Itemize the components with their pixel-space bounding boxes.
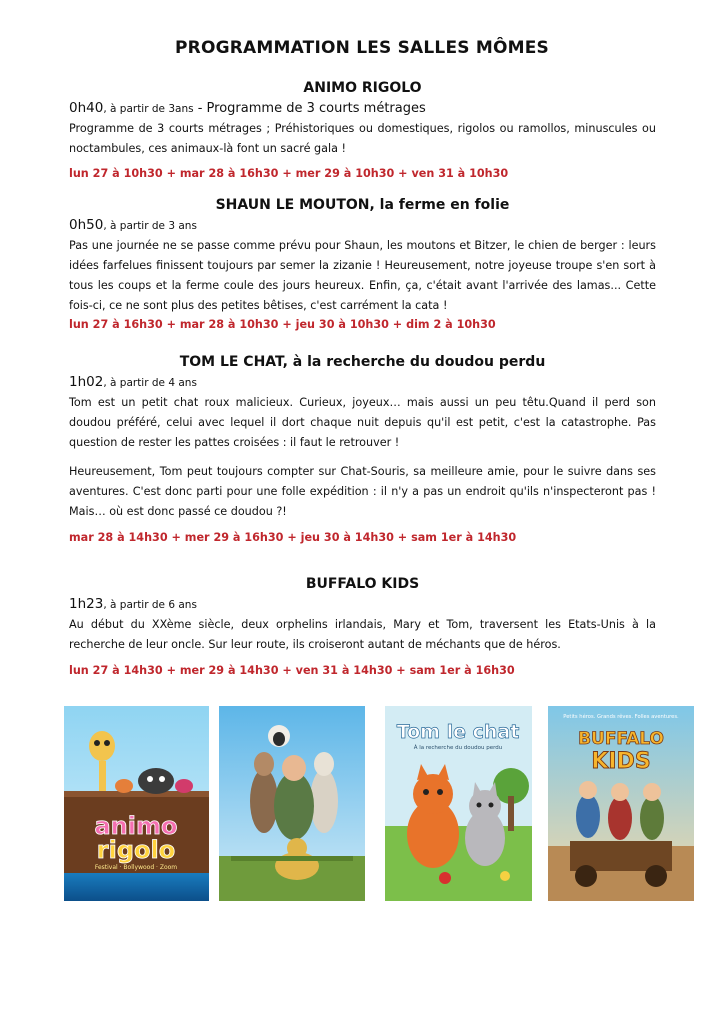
film-tom-le-chat	[69, 354, 656, 544]
film-schedule: lun 27 à 10h30 + mar 28 à 16h30 + mer 29 à 10h30 + ven 31 à 10h30	[69, 167, 509, 180]
film-title: TOM LE CHAT, à la recherche du doudou perdu	[179, 354, 546, 370]
film-synopsis: Tom est un petit chat roux malicieux. Curieux, joyeux… mais aussi un peu têtu.Quand il perd son doudou préféré, celui avec lequel il dort chaque nuit depuis qu'il est petit, c'est la catastrophe. Pas question de rester les pattes croisées : il faut le retrouver !	[69, 396, 656, 449]
poster-buffalo-tagline: Petits héros. Grands rêves. Folles aventures.	[563, 714, 679, 720]
film-title: ANIMO RIGOLO	[303, 80, 422, 96]
film-animo-rigolo	[69, 80, 656, 180]
poster-animo-rigolo	[64, 706, 209, 901]
poster-tom-le-chat	[385, 706, 532, 901]
film-schedule: lun 27 à 14h30 + mer 29 à 14h30 + ven 31 à 14h30 + sam 1er à 16h30	[69, 664, 515, 677]
poster-animo-subtitle: Festival · Bollywood · Zoom	[94, 864, 178, 871]
film-duration: 0h50	[69, 217, 104, 233]
poster-animo-rigolo-art	[64, 706, 209, 901]
poster-tom-title: Tom le chat	[396, 721, 520, 743]
film-duration: 1h02	[69, 374, 104, 390]
film-age: , à partir de 3ans	[103, 103, 194, 115]
film-meta	[69, 596, 656, 612]
poster-buffalo-title: BUFFALO	[578, 729, 664, 749]
poster-tom-subtitle: À la recherche du doudou perdu	[413, 745, 503, 751]
film-extra: - Programme de 3 courts métrages	[193, 101, 426, 116]
film-synopsis: Programme de 3 courts métrages ; Préhistoriques ou domestiques, rigolos ou ramollos, minuscules ou noctambules, ces animaux-là font un sacré gala !	[69, 122, 656, 155]
poster-shaun-grass	[231, 856, 353, 861]
page-title: PROGRAMMATION LES SALLES MÔMES	[175, 38, 549, 58]
poster-shaun-art	[219, 706, 365, 901]
film-age: , à partir de 4 ans	[103, 377, 197, 389]
poster-buffalo-kids	[548, 706, 694, 901]
poster-shaun	[219, 706, 365, 901]
film-meta	[69, 217, 656, 233]
film-age: , à partir de 3 ans	[103, 220, 197, 232]
film-synopsis: Au début du XXème siècle, deux orphelins irlandais, Mary et Tom, traversent les Etats-Unis à la recherche de leur oncle. Sur leur route, ils croiseront autant de méchants que de héros.	[69, 618, 656, 651]
poster-animo-word: animo	[94, 812, 178, 840]
film-schedule: lun 27 à 16h30 + mar 28 à 10h30 + jeu 30 à 10h30 + dim 2 à 10h30	[69, 318, 496, 331]
poster-rigolo-word: rigolo	[96, 836, 176, 864]
film-age: , à partir de 6 ans	[103, 599, 197, 611]
poster-strip	[64, 706, 694, 906]
film-duration: 0h40	[69, 100, 104, 116]
film-duration: 1h23	[69, 596, 104, 612]
film-synopsis: Pas une journée ne se passe comme prévu pour Shaun, les moutons et Bitzer, le chien de berger : leurs idées farfelues finissent toujours par semer la zizanie ! Heureusement, notre joyeuse troupe s'en sort à tous les coups et la ferme coule des jours heureux. Enfin, ça, c'était avant l'arrivée des lamas... Cette fois-ci, ce ne sont plus des petites bêtises, c'est carrément la cata !	[69, 239, 656, 312]
poster-buffalo-art	[548, 706, 694, 901]
film-title: SHAUN LE MOUTON, la ferme en folie	[215, 197, 510, 213]
film-buffalo-kids	[69, 576, 656, 677]
film-meta	[69, 374, 656, 390]
film-meta	[69, 100, 656, 116]
film-shaun-le-mouton	[69, 197, 656, 331]
poster-tom-art	[385, 706, 532, 901]
poster-kids-title: KIDS	[591, 749, 651, 774]
film-title: BUFFALO KIDS	[305, 576, 420, 592]
film-synopsis-2: Heureusement, Tom peut toujours compter sur Chat-Souris, sa meilleure amie, pour le suivre dans ses aventures. C'est donc parti pour une folle expédition : il n'y a pas un endroit qu'ils n'inspecteront pas ! Mais… où est donc passé ce doudou ?!	[69, 465, 656, 518]
film-schedule: mar 28 à 14h30 + mer 29 à 16h30 + jeu 30 à 14h30 + sam 1er à 14h30	[69, 531, 517, 544]
